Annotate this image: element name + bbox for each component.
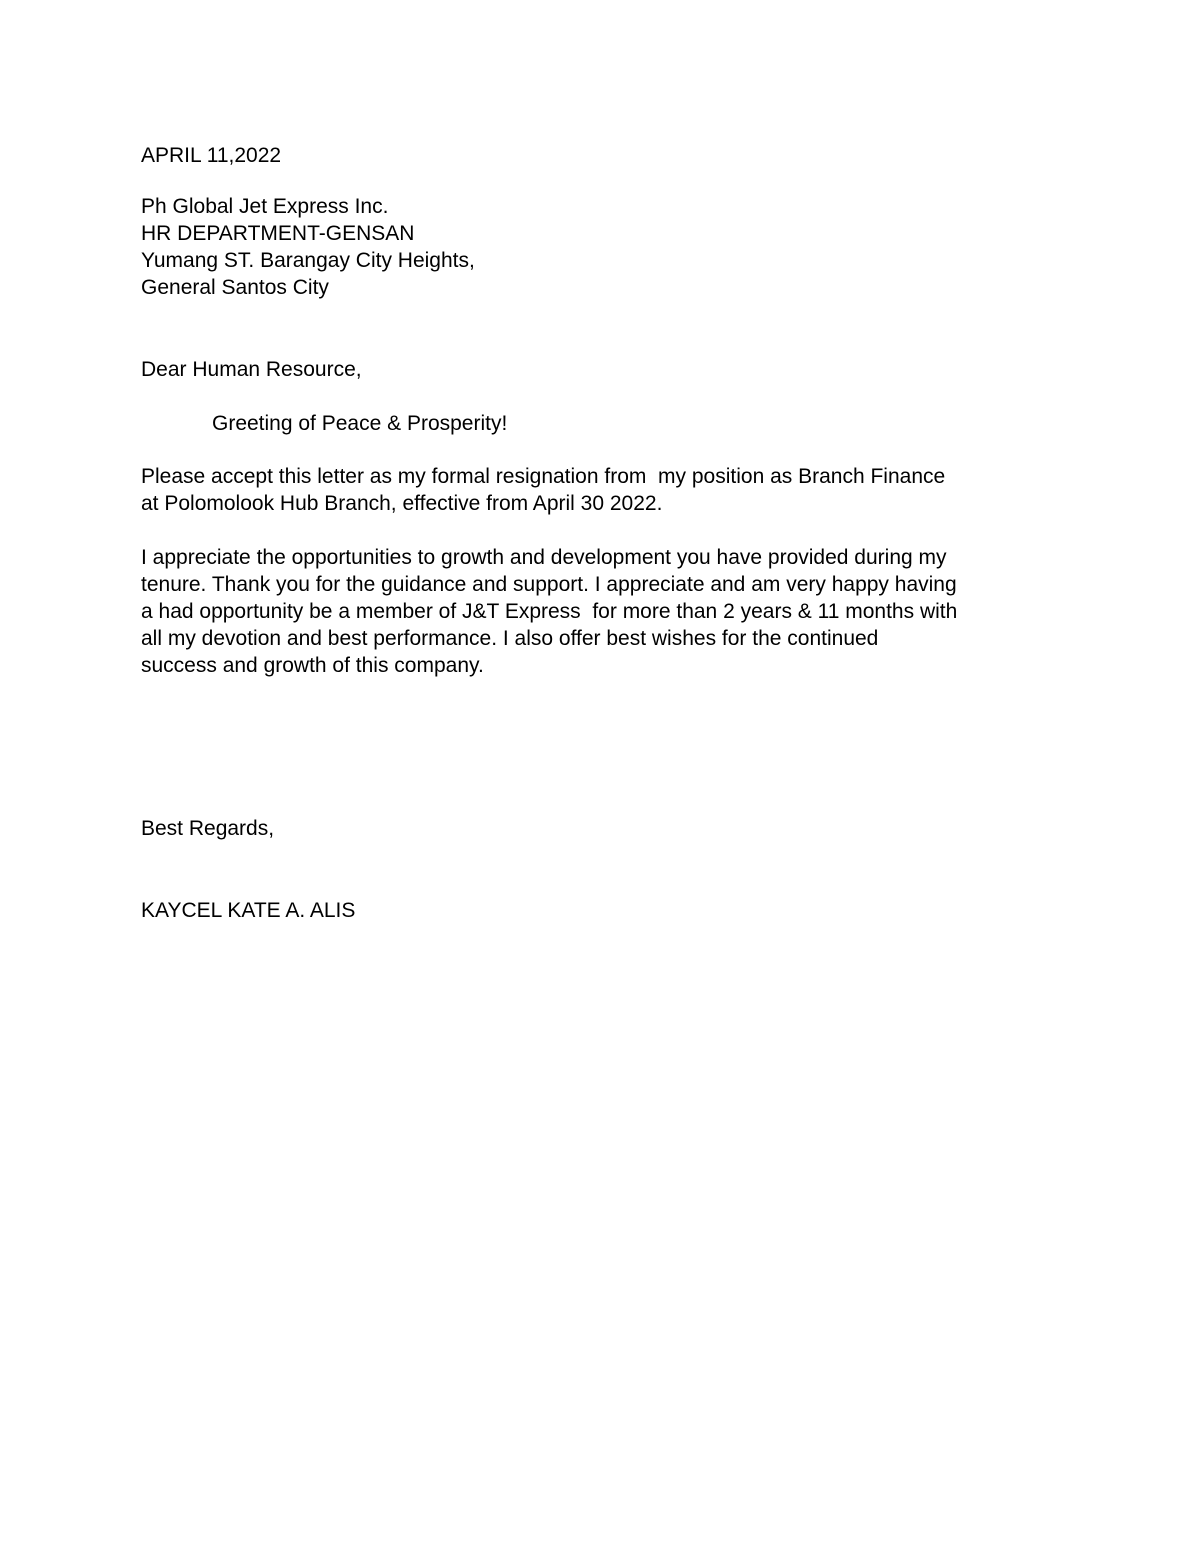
recipient-city: General Santos City <box>141 276 329 299</box>
signature-name: KAYCEL KATE A. ALIS <box>141 899 356 922</box>
closing: Best Regards, <box>141 817 275 840</box>
paragraph2-line: all my devotion and best performance. I also offer best wishes for the continued <box>141 627 879 650</box>
paragraph1-line: at Polomolook Hub Branch, effective from April 30 2022. <box>141 492 663 515</box>
paragraph1-line: Please accept this letter as my formal resignation from my position as Branch Finance <box>141 465 946 488</box>
paragraph2-line: I appreciate the opportunities to growth and development you have provided during my <box>141 546 947 569</box>
salutation: Dear Human Resource, <box>141 358 362 381</box>
recipient-department: HR DEPARTMENT-GENSAN <box>141 222 415 245</box>
greeting-line: Greeting of Peace & Prosperity! <box>212 412 508 435</box>
paragraph2-line: success and growth of this company. <box>141 654 484 677</box>
paragraph2-line: tenure. Thank you for the guidance and support. I appreciate and am very happy having <box>141 573 957 596</box>
letter-date: APRIL 11,2022 <box>141 144 282 167</box>
recipient-company: Ph Global Jet Express Inc. <box>141 195 389 218</box>
paragraph2-line: a had opportunity be a member of J&T Express for more than 2 years & 11 months with <box>141 600 958 623</box>
recipient-street: Yumang ST. Barangay City Heights, <box>141 249 475 272</box>
